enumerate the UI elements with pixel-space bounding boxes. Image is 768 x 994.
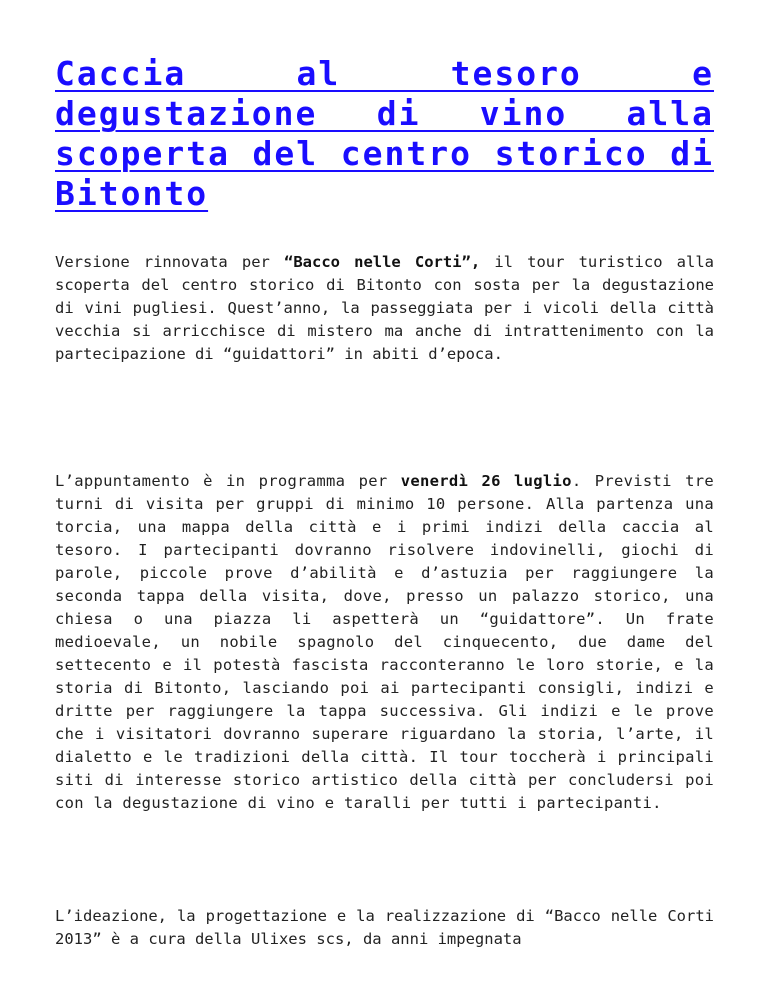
details-text-start: L’appuntamento è in programma per [55,472,401,490]
event-date-bold: venerdì 26 luglio [400,472,572,490]
credits-paragraph: L’ideazione, la progettazione e la realizzazione di “Bacco nelle Corti 2013” è a cura della Ulixes scs, da anni impegnata [55,907,714,948]
article-title [55,54,714,214]
article-title-link[interactable]: Caccia al tesoro e degustazione di vino alla scoperta del centro storico di Bitonto [55,54,714,213]
event-name-bold: “Bacco nelle Corti”, [284,253,481,271]
article [55,54,714,948]
details-paragraph [55,470,714,815]
details-text-end: . Previsti tre turni di visita per gruppi di minimo 10 persone. Alla partenza una torcia, una mappa della città e i primi indizi della caccia al tesoro. I partecipanti dovranno risolvere indovinelli, giochi di parole, piccole prove d’abilità e d’astuzia per raggiungere la seconda tappa della visita, dove, presso un palazzo storico, una chiesa o una piazza li aspetterà un “guidattore”. Un frate medioevale, un nobile spagnolo del cinquecento, due dame del settecento e il potestà fascista racconteranno le loro storie, e la storia di Bitonto, lasciando poi ai partecipanti consigli, indizi e dritte per raggiungere la tappa successiva. Gli indizi e le prove che i visitatori dovranno superare riguardano la storia, l’arte, il dialetto e le tradizioni della città. Il tour toccherà i principali siti di interesse storico artistico della città per concludersi poi con la degustazione di vino e taralli per tutti i partecipanti. [55,472,714,812]
intro-text-end: il tour turistico alla scoperta del centro storico di Bitonto con sosta per la degustazione di vini pugliesi. Quest’anno, la passeggiata per i vicoli della città vecchia si arricchisce di mistero ma anche di intrattenimento con la partecipazione di “guidattori” in abiti d’epoca. [55,253,714,363]
intro-text-start: Versione rinnovata per [55,253,284,271]
intro-paragraph [55,251,714,366]
